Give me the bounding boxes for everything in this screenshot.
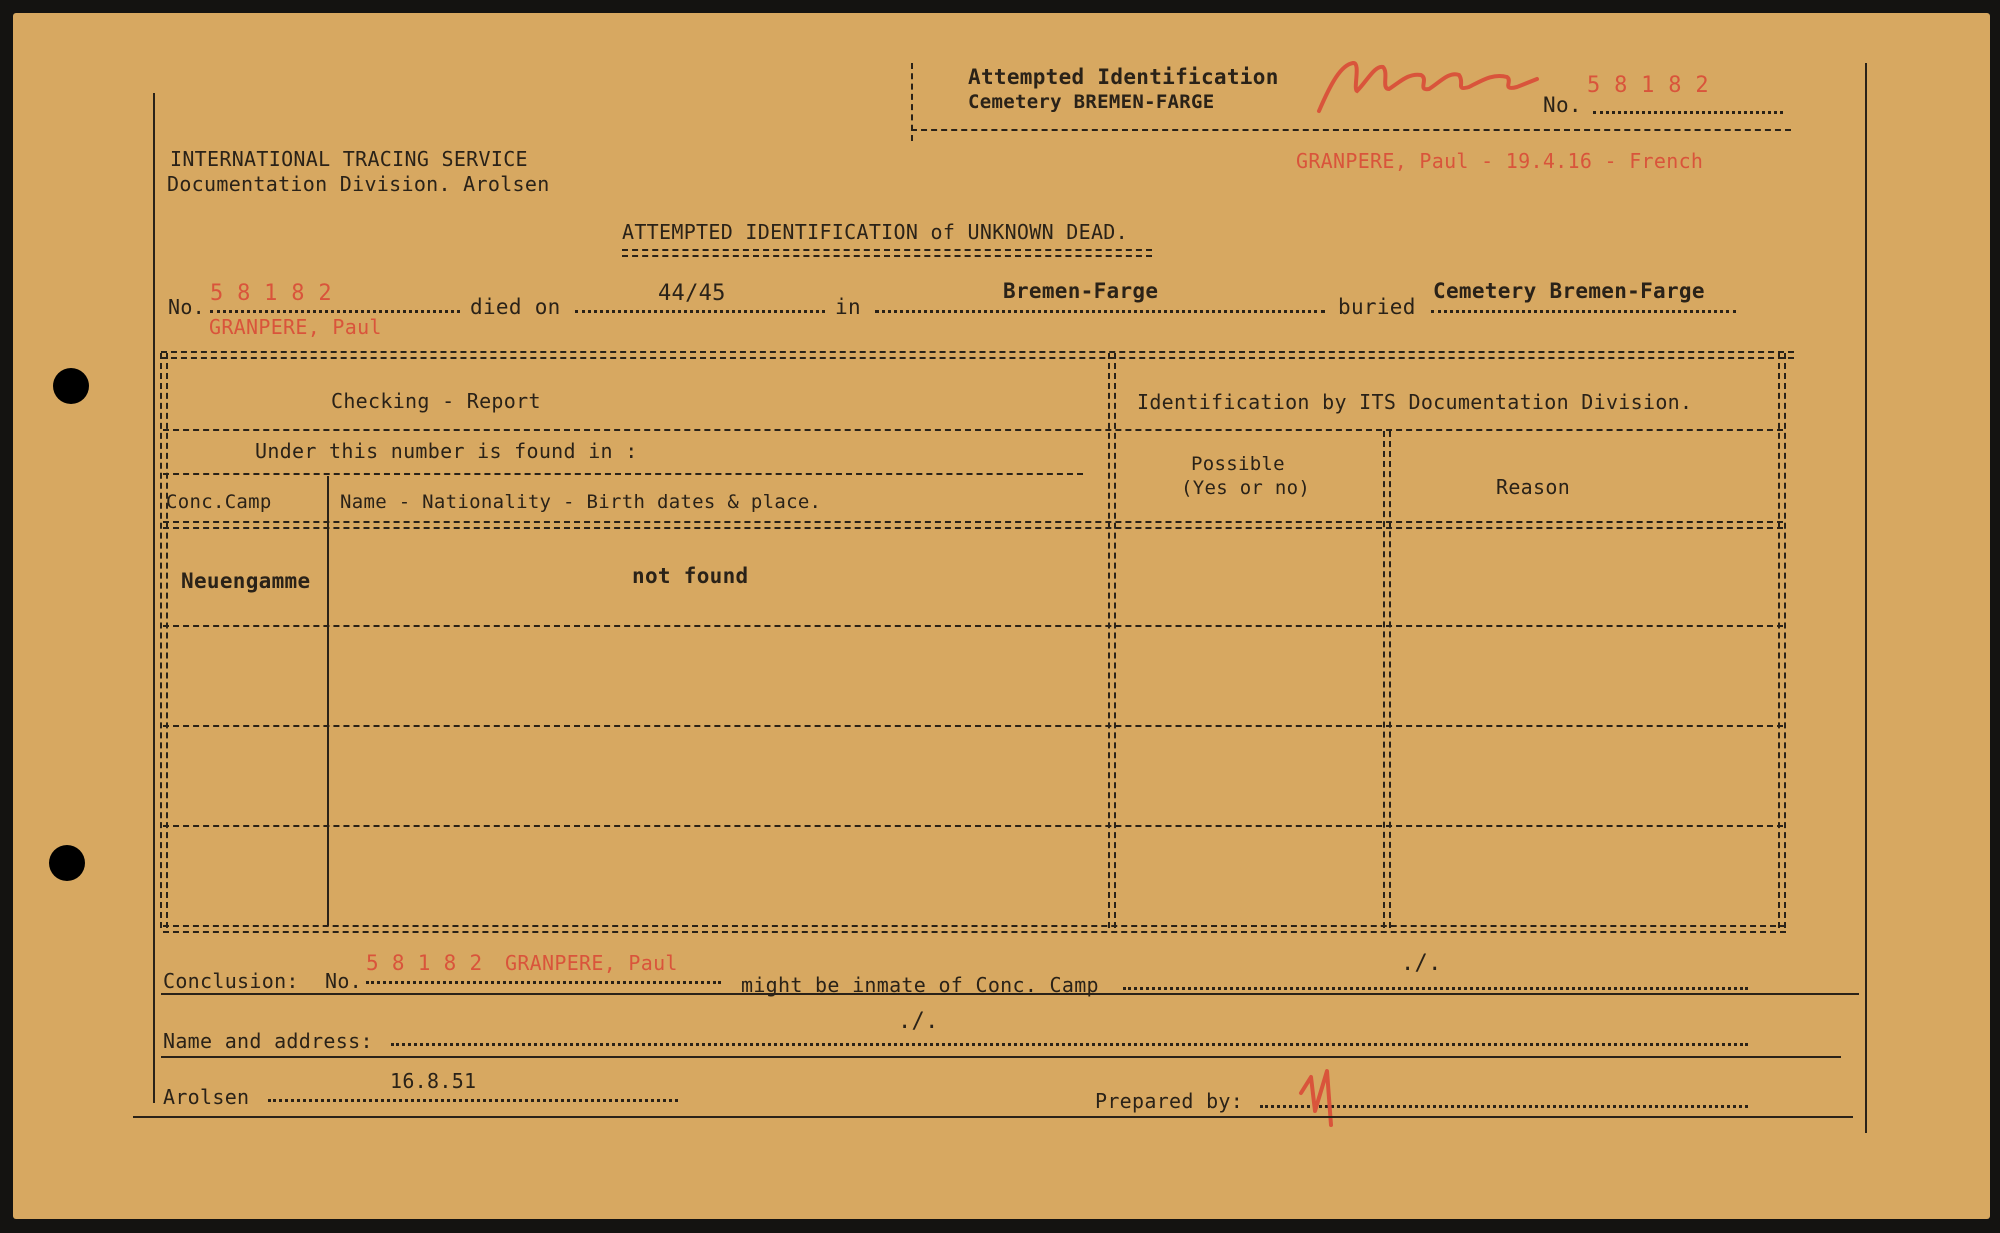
left-border-line bbox=[153, 93, 155, 1103]
row-1-camp: Neuengamme bbox=[181, 569, 311, 593]
header-no-label: No. bbox=[1543, 93, 1582, 117]
address-label: Name and address: bbox=[163, 1029, 373, 1053]
prepared-by-label: Prepared by: bbox=[1095, 1089, 1244, 1113]
header-box-bottom bbox=[911, 129, 1791, 131]
column-header-reason: Reason bbox=[1496, 475, 1571, 499]
column-header-possible-2: (Yes or no) bbox=[1181, 477, 1311, 499]
column-header-name: Name - Nationality - Birth dates & place. bbox=[340, 491, 822, 513]
header-no-value: 5 8 1 8 2 bbox=[1587, 73, 1709, 98]
conclusion-name-value: GRANPERE, Paul bbox=[505, 951, 678, 975]
table-bottom-border bbox=[163, 925, 1786, 933]
footer-place-label: Arolsen bbox=[163, 1085, 250, 1109]
column-header-possible-1: Possible bbox=[1191, 453, 1285, 475]
row-divider-2 bbox=[163, 725, 1783, 727]
record-in-label: in bbox=[835, 295, 861, 319]
conclusion-text: might be inmate of Conc. Camp bbox=[741, 973, 1099, 997]
record-name-value: GRANPERE, Paul bbox=[209, 315, 382, 339]
record-no-leader bbox=[210, 310, 460, 313]
record-place-leader bbox=[875, 310, 1325, 313]
footer-date-leader bbox=[268, 1099, 678, 1102]
header-box-line1: Attempted Identification bbox=[968, 65, 1279, 89]
under-number-text: Under this number is found in : bbox=[255, 439, 638, 463]
red-initial-mark bbox=[1293, 1063, 1343, 1133]
checking-report-header: Checking - Report bbox=[331, 389, 541, 413]
column-header-camp: Conc.Camp bbox=[166, 491, 272, 513]
table-left-border bbox=[160, 353, 168, 928]
row-divider-3 bbox=[163, 825, 1783, 827]
org-line1: INTERNATIONAL TRACING SERVICE bbox=[170, 147, 528, 171]
record-buried-value: Cemetery Bremen-Farge bbox=[1433, 279, 1705, 303]
punch-hole-bottom bbox=[49, 845, 85, 881]
conclusion-no-label: No. bbox=[325, 969, 363, 993]
table-split-checking-identification bbox=[1108, 353, 1116, 928]
document-title: ATTEMPTED IDENTIFICATION of UNKNOWN DEAD. bbox=[622, 220, 1128, 244]
title-underline bbox=[622, 249, 1152, 257]
record-no-value: 5 8 1 8 2 bbox=[210, 281, 332, 306]
table-right-border bbox=[1778, 353, 1786, 928]
red-signature-top bbox=[1313, 43, 1543, 123]
row-divider-1 bbox=[163, 625, 1783, 627]
table-split-camp-name bbox=[327, 476, 329, 926]
punch-hole-top bbox=[53, 368, 89, 404]
header-box-line2: Cemetery BREMEN-FARGE bbox=[968, 91, 1215, 113]
table-header-divider bbox=[163, 429, 1783, 431]
record-place-value: Bremen-Farge bbox=[1003, 279, 1159, 303]
record-no-label: No. bbox=[168, 295, 206, 319]
conclusion-rule bbox=[161, 993, 1859, 995]
conclusion-no-leader bbox=[366, 981, 721, 984]
header-no-leader bbox=[1593, 111, 1783, 114]
identification-header: Identification by ITS Documentation Division. bbox=[1137, 390, 1693, 414]
record-died-label: died on bbox=[470, 295, 561, 319]
table-column-header-border bbox=[163, 521, 1783, 529]
table-top-border bbox=[161, 351, 1794, 359]
footer-bottom-rule bbox=[133, 1116, 1853, 1118]
address-leader bbox=[391, 1043, 1748, 1046]
record-died-leader bbox=[575, 310, 825, 313]
under-number-divider bbox=[163, 473, 1083, 475]
record-buried-label: buried bbox=[1338, 295, 1416, 319]
conclusion-label: Conclusion: bbox=[163, 969, 299, 993]
conclusion-no-value: 5 8 1 8 2 bbox=[366, 951, 483, 975]
record-died-value: 44/45 bbox=[658, 281, 726, 306]
footer-date-value: 16.8.51 bbox=[390, 1069, 477, 1093]
table-split-possible-reason bbox=[1383, 431, 1391, 928]
conclusion-camp-leader bbox=[1123, 987, 1748, 990]
right-border-line bbox=[1865, 63, 1867, 1133]
index-card bbox=[13, 13, 1990, 1219]
header-name-annotation: GRANPERE, Paul - 19.4.16 - French bbox=[1296, 149, 1704, 173]
record-buried-leader bbox=[1431, 310, 1736, 313]
org-line2: Documentation Division. Arolsen bbox=[167, 172, 550, 196]
conclusion-camp-value: ./. bbox=[1401, 951, 1442, 976]
address-rule bbox=[161, 1056, 1841, 1058]
row-1-name: not found bbox=[632, 564, 749, 588]
address-value: ./. bbox=[898, 1009, 939, 1034]
